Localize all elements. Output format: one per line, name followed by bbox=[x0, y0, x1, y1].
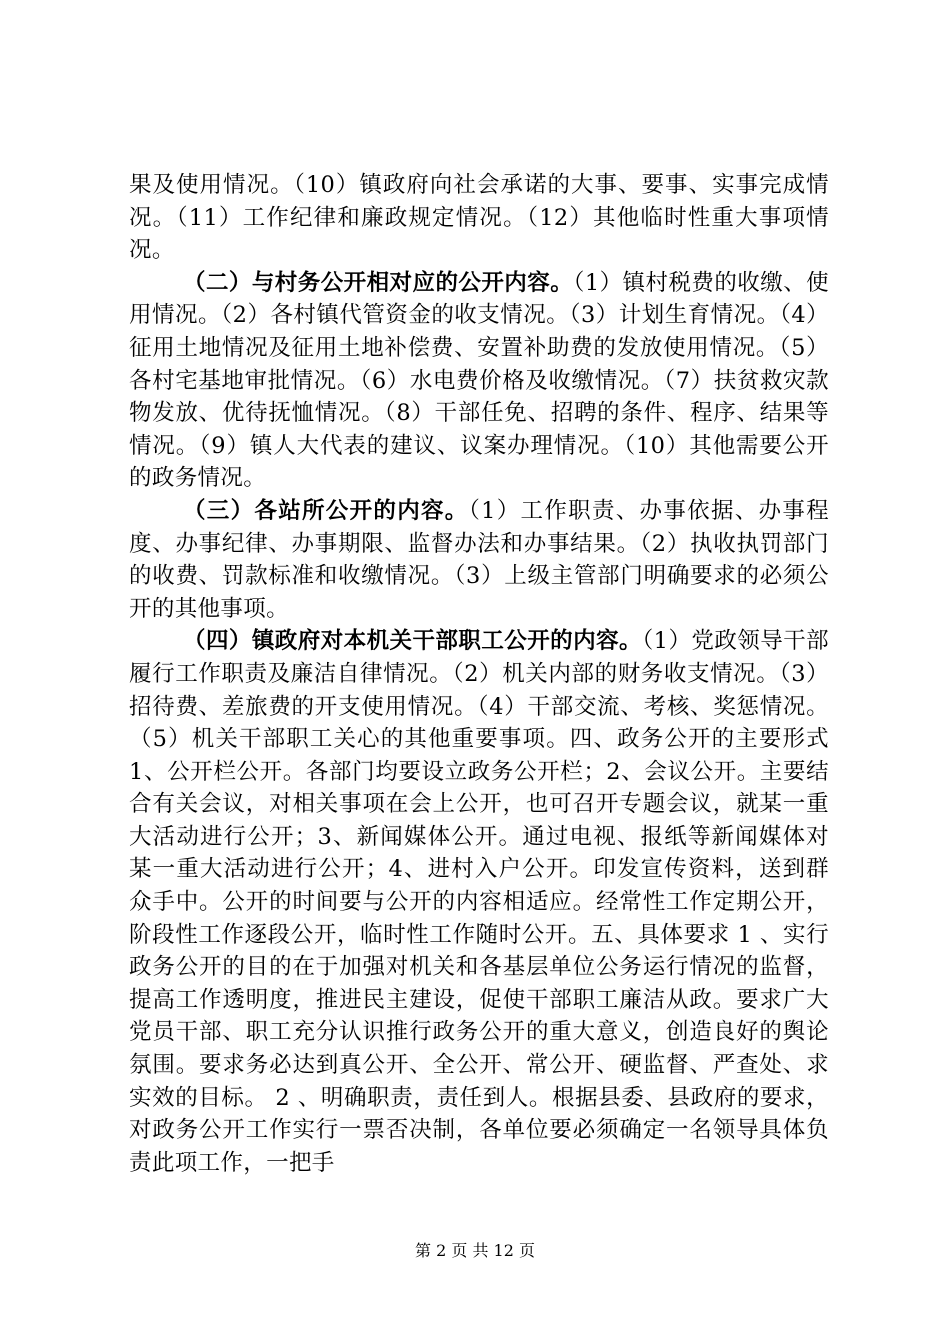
paragraph-2-text: （1）镇村税费的收缴、使用情况。（2）各村镇代管资金的收支情况。（3）计划生育情况。（4）征用土地情况及征用土地补偿费、安置补助费的发放使用情况。（5）各村宅基地审批情况。（6）水电费价格及收缴情况。（7）扶贫救灾款物发放、优待抚恤情况。（8）干部任免、招聘的条件、程序、结果等情况。（9）镇人大代表的建议、议案办理情况。（10）其他需要公开的政务情况。 bbox=[129, 269, 829, 492]
paragraph-1-text: 果及使用情况。（10）镇政府向社会承诺的大事、要事、实事完成情况。（11）工作纪律和廉政规定情况。（12）其他临时性重大事项情况。 bbox=[129, 172, 829, 264]
paragraph-4 bbox=[129, 625, 829, 1179]
paragraph-3 bbox=[129, 495, 829, 625]
section-heading-3: （三）各站所公开的内容。 bbox=[183, 497, 469, 524]
paragraph-3-text: （1）工作职责、办事依据、办事程度、办事纪律、办事期限、监督办法和办事结果。（2）执收执罚部门的收费、罚款标准和收缴情况。（3）上级主管部门明确要求的必须公开的其他事项。 bbox=[129, 497, 829, 622]
page-footer: 第 2 页 共 12 页 bbox=[415, 1241, 535, 1260]
section-heading-4: （四）镇政府对本机关干部职工公开的内容。 bbox=[183, 628, 642, 655]
paragraph-1 bbox=[129, 169, 829, 267]
paragraph-2 bbox=[129, 267, 829, 495]
section-heading-2: （二）与村务公开相对应的公开内容。 bbox=[183, 269, 574, 296]
body-text bbox=[129, 169, 829, 1179]
paragraph-4-text: （1）党政领导干部履行工作职责及廉洁自律情况。（2）机关内部的财务收支情况。（3）招待费、差旅费的开支使用情况。（4）干部交流、考核、奖惩情况。（5）机关干部职工关心的其他重要事项。四、政务公开的主要形式 1、公开栏公开。各部门均要设立政务公开栏；2、会议公开。主要结合有关会议，对相关事项在会上公开，也可召开专题会议，就某一重大活动进行公开；3、新闻媒体公开。通过电视、报纸等新闻媒体对某一重大活动进行公开；4、进村入户公开。印发宣传资料，送到群众手中。公开的时间要与公开的内容相适应。经常性工作定期公开，阶段性工作逐段公开，临时性工作随时公开。五、具体要求 1 、实行政务公开的目的在于加强对机关和各基层单位公务运行情况的监督，提高工作透明度，推进民主建设，促使干部职工廉洁从政。要求广大党员干部、职工充分认识推行政务公开的重大意义，创造良好的舆论氛围。要求务必达到真公开、全公开、常公开、硬监督、严查处、求实效的目标。 2 、明确职责，责任到人。根据县委、县政府的要求，对政务公开工作实行一票否决制，各单位要必须确定一名领导具体负责此项工作，一把手 bbox=[129, 628, 829, 1176]
